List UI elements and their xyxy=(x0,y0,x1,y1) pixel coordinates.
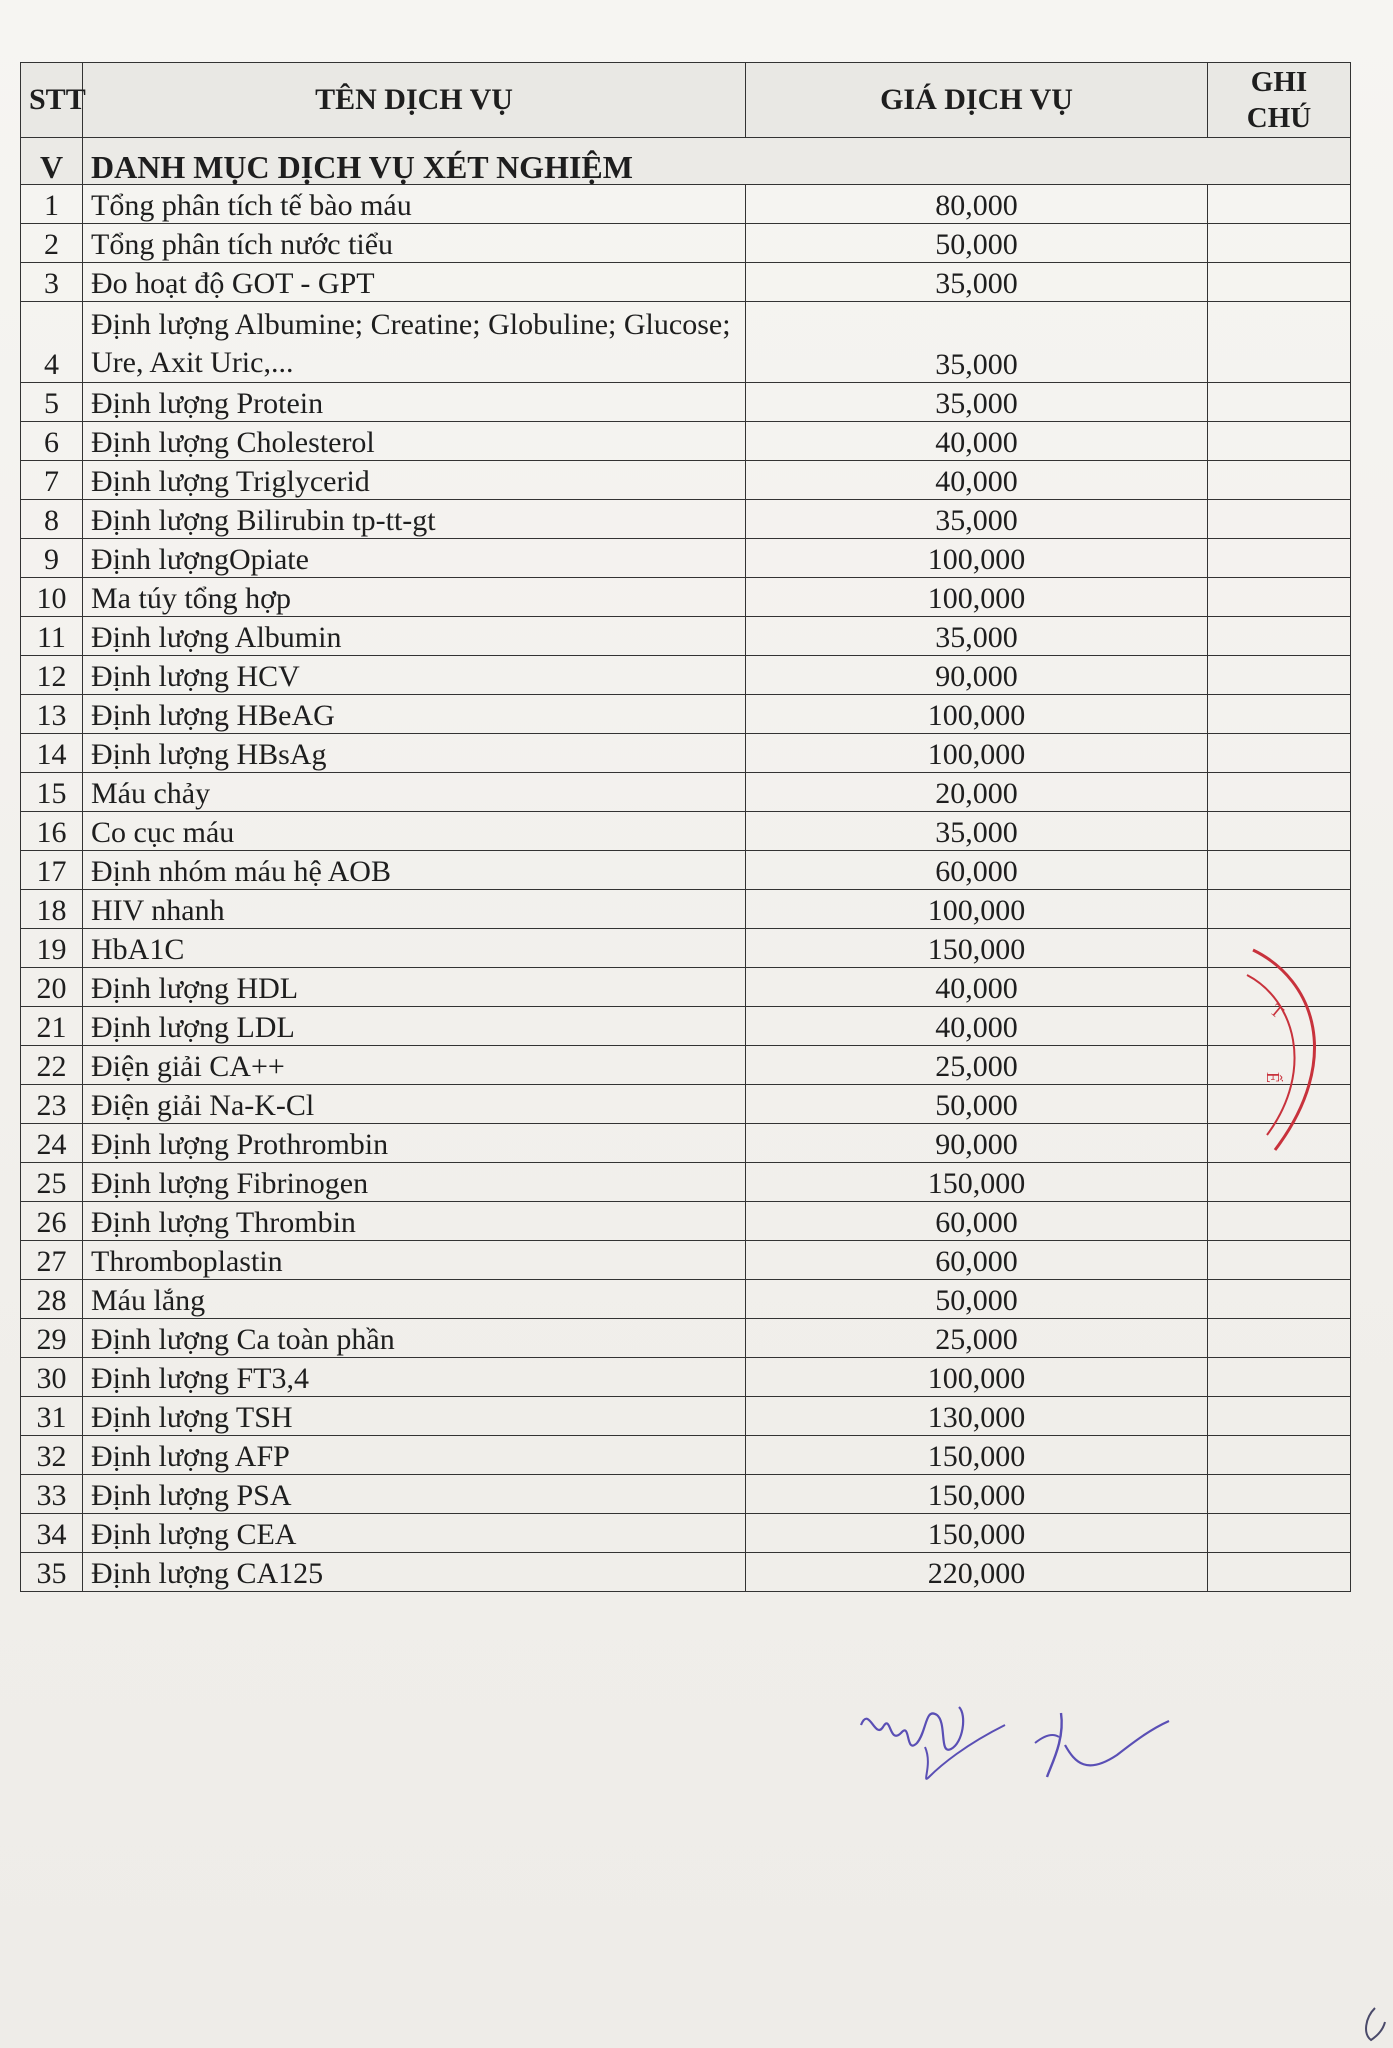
row-note xyxy=(1208,263,1351,302)
row-note xyxy=(1208,851,1351,890)
row-stt: 29 xyxy=(21,1319,83,1358)
table-row xyxy=(21,1514,1351,1553)
row-note xyxy=(1208,383,1351,422)
row-service-name: Định lượng Bilirubin tp-tt-gt xyxy=(83,500,746,539)
row-stt: 11 xyxy=(21,617,83,656)
row-service-name: Định lượng Fibrinogen xyxy=(83,1163,746,1202)
row-service-name: Co cục máu xyxy=(83,812,746,851)
row-service-name: Tổng phân tích tế bào máu xyxy=(83,185,746,224)
row-service-name: Định lượng Protein xyxy=(83,383,746,422)
row-service-price: 100,000 xyxy=(746,1358,1208,1397)
row-service-price: 60,000 xyxy=(746,851,1208,890)
row-service-name: Định lượng Prothrombin xyxy=(83,1124,746,1163)
row-service-name: Đo hoạt độ GOT - GPT xyxy=(83,263,746,302)
row-service-name: Thromboplastin xyxy=(83,1241,746,1280)
row-service-name: HbA1C xyxy=(83,929,746,968)
row-stt: 6 xyxy=(21,422,83,461)
row-stt: 22 xyxy=(21,1046,83,1085)
row-service-name: Ma túy tổng hợp xyxy=(83,578,746,617)
row-stt: 5 xyxy=(21,383,83,422)
row-service-price: 25,000 xyxy=(746,1046,1208,1085)
row-service-name: Định lượng AFP xyxy=(83,1436,746,1475)
row-service-price: 100,000 xyxy=(746,734,1208,773)
row-service-name: Định lượng CA125 xyxy=(83,1553,746,1592)
row-note xyxy=(1208,1163,1351,1202)
section-row xyxy=(21,138,1351,185)
row-note xyxy=(1208,578,1351,617)
row-service-name: Máu lắng xyxy=(83,1280,746,1319)
row-stt: 23 xyxy=(21,1085,83,1124)
header-note-line2: CHÚ xyxy=(1246,102,1312,134)
row-service-price: 150,000 xyxy=(746,1475,1208,1514)
table-row xyxy=(21,1202,1351,1241)
row-stt: 14 xyxy=(21,734,83,773)
row-service-price: 100,000 xyxy=(746,890,1208,929)
row-stt: 12 xyxy=(21,656,83,695)
table-row xyxy=(21,1241,1351,1280)
row-service-price: 50,000 xyxy=(746,1085,1208,1124)
row-service-price: 90,000 xyxy=(746,1124,1208,1163)
row-service-price: 35,000 xyxy=(746,812,1208,851)
row-service-name: Điện giải Na-K-Cl xyxy=(83,1085,746,1124)
table-header-row xyxy=(21,63,1351,138)
table-body xyxy=(21,138,1351,1592)
row-service-price: 100,000 xyxy=(746,539,1208,578)
row-stt: 26 xyxy=(21,1202,83,1241)
row-service-name: Định lượng Cholesterol xyxy=(83,422,746,461)
row-service-price: 40,000 xyxy=(746,422,1208,461)
row-service-name: Định lượng Albumine; Creatine; Globuline; Glucose; Ure, Axit Uric,... xyxy=(83,302,746,383)
row-service-price: 130,000 xyxy=(746,1397,1208,1436)
table-row xyxy=(21,263,1351,302)
row-note xyxy=(1208,890,1351,929)
row-note xyxy=(1208,695,1351,734)
row-stt: 17 xyxy=(21,851,83,890)
row-service-price: 150,000 xyxy=(746,1163,1208,1202)
row-note xyxy=(1208,1553,1351,1592)
row-stt: 1 xyxy=(21,185,83,224)
table-row xyxy=(21,1124,1351,1163)
row-service-name: Điện giải CA++ xyxy=(83,1046,746,1085)
row-service-name: Tổng phân tích nước tiểu xyxy=(83,224,746,263)
row-service-name: Định lượng CEA xyxy=(83,1514,746,1553)
table-row xyxy=(21,1553,1351,1592)
row-service-price: 150,000 xyxy=(746,1436,1208,1475)
row-stt: 16 xyxy=(21,812,83,851)
section-roman: V xyxy=(21,138,83,185)
row-note xyxy=(1208,1397,1351,1436)
service-price-table xyxy=(20,62,1351,1592)
row-stt: 31 xyxy=(21,1397,83,1436)
row-stt: 20 xyxy=(21,968,83,1007)
row-stt: 34 xyxy=(21,1514,83,1553)
row-stt: 8 xyxy=(21,500,83,539)
row-note xyxy=(1208,1514,1351,1553)
table-row xyxy=(21,302,1351,383)
red-stamp-fragment xyxy=(1245,940,1345,1160)
row-service-price: 40,000 xyxy=(746,461,1208,500)
row-service-price: 150,000 xyxy=(746,929,1208,968)
table-row xyxy=(21,773,1351,812)
row-service-price: 35,000 xyxy=(746,383,1208,422)
row-service-price: 80,000 xyxy=(746,185,1208,224)
row-stt: 18 xyxy=(21,890,83,929)
row-service-name: Định lượng Triglycerid xyxy=(83,461,746,500)
row-service-name: Định lượng Thrombin xyxy=(83,1202,746,1241)
row-note xyxy=(1208,617,1351,656)
stamp-outer-arc xyxy=(1253,950,1315,1150)
header-service-price: GIÁ DỊCH VỤ xyxy=(746,63,1208,138)
row-service-name: Định lượng HBsAg xyxy=(83,734,746,773)
table-row xyxy=(21,929,1351,968)
row-service-name: Định lượng HBeAG xyxy=(83,695,746,734)
section-title: DANH MỤC DỊCH VỤ XÉT NGHIỆM xyxy=(83,138,1351,185)
row-stt: 35 xyxy=(21,1553,83,1592)
row-note xyxy=(1208,185,1351,224)
table-row xyxy=(21,383,1351,422)
table-row xyxy=(21,422,1351,461)
row-note xyxy=(1208,1475,1351,1514)
table-row xyxy=(21,1085,1351,1124)
stamp-letter-1: T xyxy=(1266,999,1288,1023)
table-row xyxy=(21,1436,1351,1475)
header-stt: STT xyxy=(21,63,83,138)
row-stt: 13 xyxy=(21,695,83,734)
row-stt: 30 xyxy=(21,1358,83,1397)
row-service-price: 220,000 xyxy=(746,1553,1208,1592)
row-service-price: 40,000 xyxy=(746,968,1208,1007)
table-row xyxy=(21,185,1351,224)
row-note xyxy=(1208,302,1351,383)
row-stt: 15 xyxy=(21,773,83,812)
table-row xyxy=(21,695,1351,734)
table-row xyxy=(21,578,1351,617)
table-row xyxy=(21,1007,1351,1046)
row-note xyxy=(1208,422,1351,461)
row-service-price: 50,000 xyxy=(746,224,1208,263)
table-row xyxy=(21,617,1351,656)
row-stt: 33 xyxy=(21,1475,83,1514)
row-service-price: 90,000 xyxy=(746,656,1208,695)
row-service-price: 60,000 xyxy=(746,1241,1208,1280)
row-note xyxy=(1208,539,1351,578)
row-stt: 25 xyxy=(21,1163,83,1202)
row-note xyxy=(1208,1202,1351,1241)
stamp-inner-arc xyxy=(1247,975,1295,1135)
row-stt: 24 xyxy=(21,1124,83,1163)
row-service-name: Máu chảy xyxy=(83,773,746,812)
row-service-name: Định lượng LDL xyxy=(83,1007,746,1046)
row-stt: 32 xyxy=(21,1436,83,1475)
row-service-name: Định lượng HDL xyxy=(83,968,746,1007)
table-row xyxy=(21,734,1351,773)
row-service-price: 35,000 xyxy=(746,263,1208,302)
row-note xyxy=(1208,656,1351,695)
table-row xyxy=(21,1046,1351,1085)
row-service-price: 25,000 xyxy=(746,1319,1208,1358)
table-row xyxy=(21,539,1351,578)
row-note xyxy=(1208,812,1351,851)
handwritten-signature xyxy=(855,1685,1175,1795)
row-service-price: 35,000 xyxy=(746,617,1208,656)
row-service-name: Định lượng HCV xyxy=(83,656,746,695)
row-stt: 3 xyxy=(21,263,83,302)
table-row xyxy=(21,656,1351,695)
table-row xyxy=(21,224,1351,263)
table-row xyxy=(21,461,1351,500)
row-note xyxy=(1208,1241,1351,1280)
table-row xyxy=(21,851,1351,890)
row-note xyxy=(1208,224,1351,263)
row-service-price: 40,000 xyxy=(746,1007,1208,1046)
row-service-name: Định lượng Albumin xyxy=(83,617,746,656)
row-service-name: Định nhóm máu hệ AOB xyxy=(83,851,746,890)
row-service-name: Định lượng FT3,4 xyxy=(83,1358,746,1397)
table-row xyxy=(21,1163,1351,1202)
row-stt: 19 xyxy=(21,929,83,968)
row-service-name: HIV nhanh xyxy=(83,890,746,929)
table-row xyxy=(21,968,1351,1007)
header-note-line1: GHI xyxy=(1250,66,1308,98)
header-note xyxy=(1208,63,1351,138)
row-service-price: 60,000 xyxy=(746,1202,1208,1241)
row-stt: 7 xyxy=(21,461,83,500)
row-stt: 27 xyxy=(21,1241,83,1280)
row-stt: 9 xyxy=(21,539,83,578)
row-service-price: 100,000 xyxy=(746,578,1208,617)
table-row xyxy=(21,812,1351,851)
row-service-name: Định lượng Ca toàn phần xyxy=(83,1319,746,1358)
table-row xyxy=(21,1475,1351,1514)
page-corner-mark xyxy=(1355,2000,1393,2048)
row-service-price: 35,000 xyxy=(746,500,1208,539)
row-stt: 10 xyxy=(21,578,83,617)
table-row xyxy=(21,1280,1351,1319)
table-row xyxy=(21,1319,1351,1358)
row-note xyxy=(1208,1358,1351,1397)
row-stt: 28 xyxy=(21,1280,83,1319)
row-note xyxy=(1208,773,1351,812)
row-service-name: Định lượng PSA xyxy=(83,1475,746,1514)
row-note xyxy=(1208,500,1351,539)
row-stt: 21 xyxy=(21,1007,83,1046)
row-note xyxy=(1208,734,1351,773)
header-service-name: TÊN DỊCH VỤ xyxy=(83,63,746,138)
row-note xyxy=(1208,1280,1351,1319)
stamp-letter-2: Ế xyxy=(1263,1072,1283,1083)
table-row xyxy=(21,1397,1351,1436)
row-service-price: 35,000 xyxy=(746,302,1208,383)
row-stt: 2 xyxy=(21,224,83,263)
row-stt: 4 xyxy=(21,302,83,383)
table-row xyxy=(21,890,1351,929)
row-note xyxy=(1208,1319,1351,1358)
row-service-price: 100,000 xyxy=(746,695,1208,734)
row-service-price: 150,000 xyxy=(746,1514,1208,1553)
row-service-name: Định lượngOpiate xyxy=(83,539,746,578)
table-row xyxy=(21,500,1351,539)
row-note xyxy=(1208,1436,1351,1475)
row-service-price: 20,000 xyxy=(746,773,1208,812)
row-service-price: 50,000 xyxy=(746,1280,1208,1319)
row-service-name: Định lượng TSH xyxy=(83,1397,746,1436)
row-note xyxy=(1208,461,1351,500)
table-row xyxy=(21,1358,1351,1397)
